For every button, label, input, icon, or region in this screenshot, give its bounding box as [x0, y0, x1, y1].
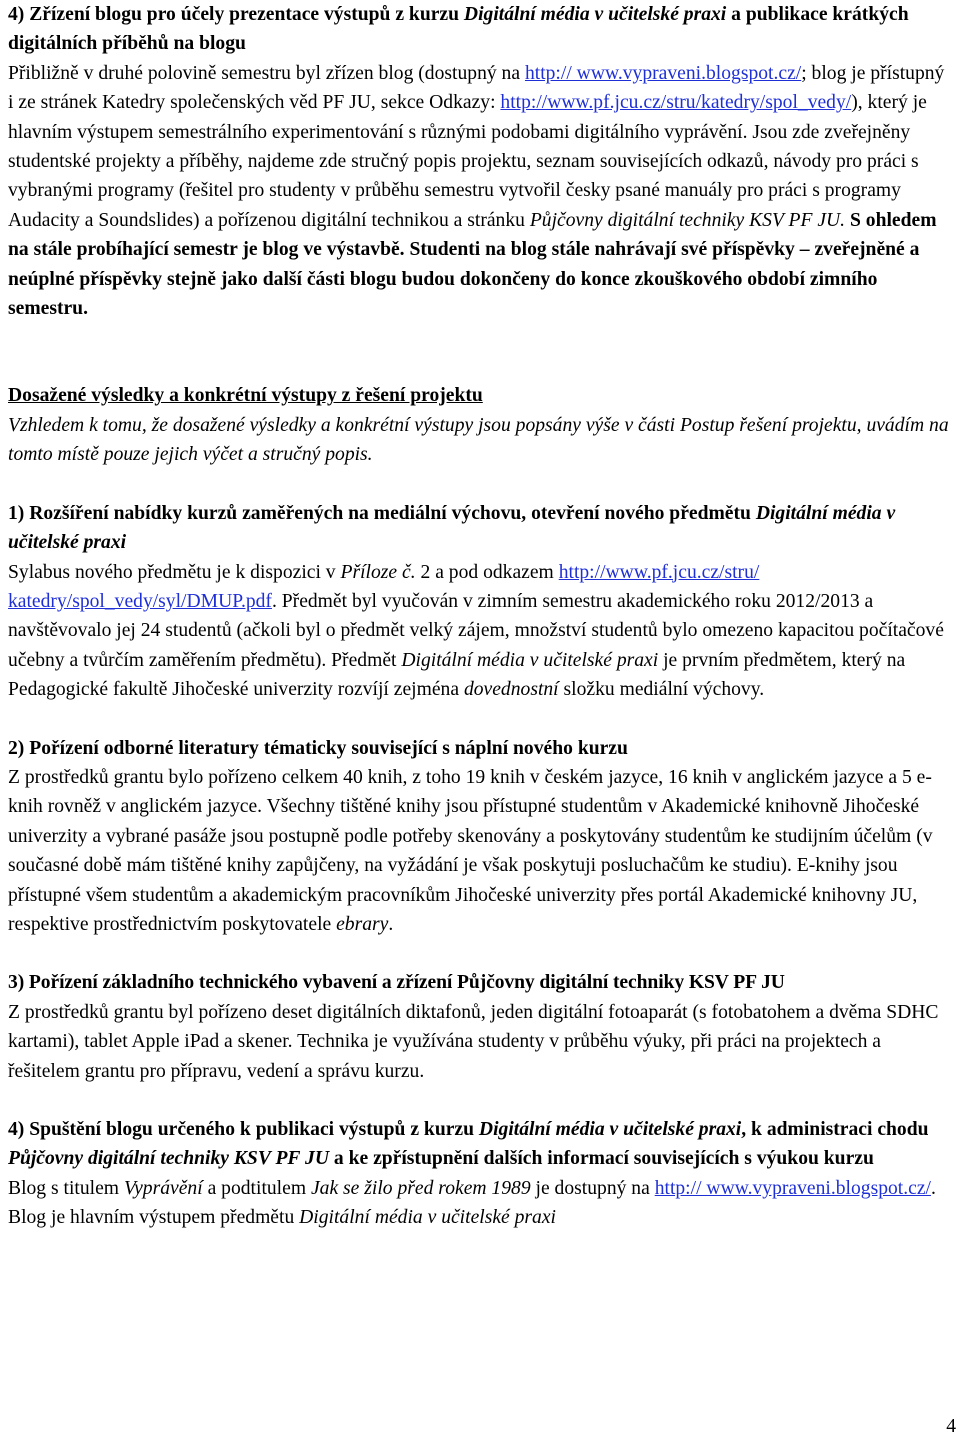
item-1-block: 1) Rozšíření nabídky kurzů zaměřených na mediální výchovu, otevření nového předmětu Digitální média v učitelské praxi Sylabus nového předmětu je k dispozici v Příloze č. 2 a pod odkazem http://www.pf.jcu.cz/stru/ katedry/spol_vedy/syl/DMUP.pdf. Předmět byl vyučován v zimním semestru akademického roku 2012/2013 a navštěvovalo jej 24 studentů (ačkoli byl o předmět velký zájem, množství studentů bylo omezeno kapacitou počítačové učebny a tvůrčím zaměřením předmětu). Předmět Digitální média v učitelské praxi je prvním předmětem, který na Pedagogické fakultě Jihočeské univerzity rozvíjí zejména dovednostní složku mediální výchovy.: [8, 502, 944, 701]
department-link[interactable]: http://www.pf.jcu.cz/stru/katedry/spol_vedy/: [500, 92, 852, 114]
syllabus-link[interactable]: http://www.pf.jcu.cz/stru/ katedry/spol_vedy/syl/DMUP.pdf: [8, 561, 760, 612]
item-3-block: 3) Pořízení základního technického vybavení a zřízení Půjčovny digitální techniky KSV PF JU Z prostředků grantu byl pořízeno deset digitálních diktafonů, jeden digitální fotoaparát (s fotobatohem a dvěma SDHC kartami), tablet Apple iPad a skener. Technika je využívána studenty v průběhu výuky, při práci na projektech a řešitelem grantu pro přípravu, vedení a správu kurzu.: [8, 972, 939, 1082]
results-intro: Vzhledem k tomu, že dosažené výsledky a konkrétní výstupy jsou popsány výše v části Postup řešení projektu, uvádím na tomto místě pouze jejich výčet a stručný popis.: [8, 414, 949, 466]
blog-link[interactable]: http:// www.vypraveni.blogspot.cz/: [524, 62, 802, 84]
item-2-block: 2) Pořízení odborné literatury tématicky související s náplní nového kurzu Z prostředků grantu bylo pořízeno celkem 40 knih, z toho 19 knih v českém jazyce, 16 knih v anglickém jazyce a 5 e-knih rovněž v anglickém jazyce. Všechny tištěné knihy jsou přístupné studentům v Akademické knihovně Jihočeské univerzity a vybrané pasáže jsou postupně podle potřeby skenovány a poskytovány studentům ke studijním účelům (v současné době mám tištěné knihy zapůjčeny, na vyžádání je však poskytuji posluchačům ke studiu). E-knihy jsou přístupné všem studentům a akademickým pracovníkům Jihočeské univerzity přes portál Akademické knihovny JU, respektive prostřednictvím poskytovatele ebrary.: [8, 737, 933, 935]
page-number: 4: [946, 1416, 956, 1437]
item-4-block: 4) Spuštění blogu určeného k publikaci výstupů z kurzu Digitální média v učitelské praxi, k administraci chodu Půjčovny digitální techniky KSV PF JU a ke zpřístupnění dalších informací souvisejících s výukou kurzu Blog s titulem Vyprávění a podtitulem Jak se žilo před rokem 1989 je dostupný na http:// www.vypraveni.blogspot.cz/. Blog je hlavním výstupem předmětu Digitální média v učitelské praxi: [8, 1119, 936, 1229]
item-1-heading: 1) Rozšíření nabídky kurzů zaměřených na mediální výchovu, otevření nového předmětu Digitální média v učitelské praxi: [8, 502, 896, 554]
results-block: [8, 381, 954, 469]
section-4-heading: 4) Zřízení blogu pro účely prezentace výstupů z kurzu Digitální média v učitelské praxi a publikace krátkých digitálních příběhů na blogu: [8, 4, 909, 55]
item-4-heading: 4) Spuštění blogu určeného k publikaci výstupů z kurzu Digitální média v učitelské praxi, k administraci chodu Půjčovny digitální techniky KSV PF JU a ke zpřístupnění dalších informací souvisejících s výukou kurzu: [8, 1119, 929, 1170]
section-4-block: 4) Zřízení blogu pro účely prezentace výstupů z kurzu Digitální média v učitelské praxi a publikace krátkých digitálních příběhů na blogu Přibližně v druhé polovině semestru byl zřízen blog (dostupný na http:// www.vypraveni.blogspot.cz/; blog je přístupný i ze stránek Katedry společenských věd PF JU, sekce Odkazy: http://www.pf.jcu.cz/stru/katedry/spol_vedy/), který je hlavním výstupem semestrálního experimentování s různými podobami digitálního vyprávění. Jsou zde zveřejněny studentské projekty a příběhy, najdeme zde stručný popis projektu, seznam souvisejících odkazů, návody pro práci s vybranými programy (řešitel pro studenty v průběhu semestru vytvořil česky psané manuály pro práci s programy Audacity a Soundslides) a pořízenou digitální technikou a stránku Půjčovny digitální techniky KSV PF JU. S ohledem na stále probíhající semestr je blog ve výstavbě. Studenti na blog stále nahrávají své příspěvky – zveřejněné a neúplné příspěvky stejně jako další části blogu budou dokončeny do konce zkouškového období zimního semestru.: [8, 4, 945, 320]
blog-link-2[interactable]: http:// www.vypraveni.blogspot.cz/: [654, 1177, 931, 1199]
item-2-heading: 2) Pořízení odborné literatury tématicky související s náplní nového kurzu: [8, 737, 628, 759]
item-3-heading: 3) Pořízení základního technického vybavení a zřízení Půjčovny digitální techniky KSV PF JU: [8, 972, 785, 994]
document-page: [8, 0, 954, 1233]
results-heading: Dosažené výsledky a konkrétní výstupy z řešení projektu: [8, 385, 483, 407]
